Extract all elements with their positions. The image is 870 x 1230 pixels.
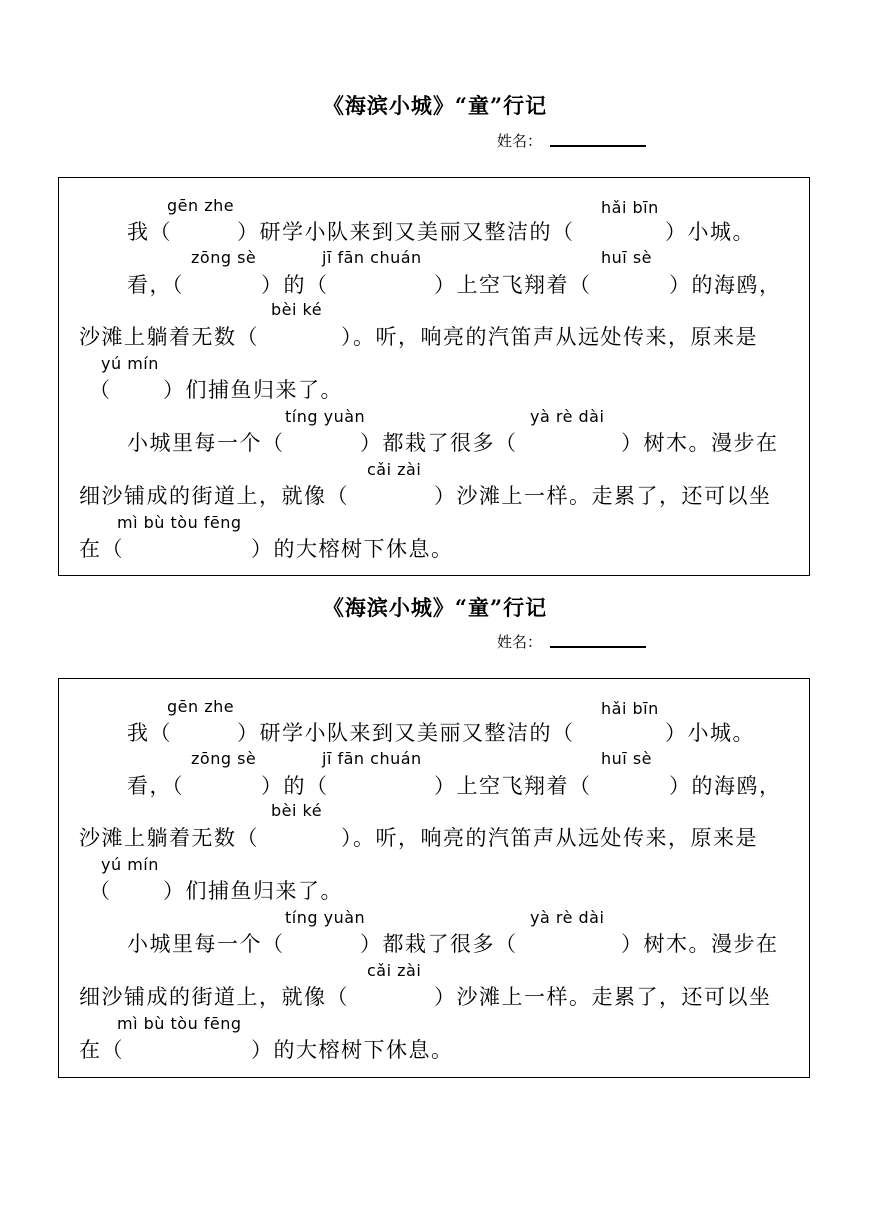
sentence-text: 我（ (127, 220, 172, 244)
pinyin-hint: zōng sè (191, 248, 257, 267)
pinyin-hint: gēn zhe (167, 697, 235, 716)
sentence-text: ）都栽了很多（ (360, 932, 518, 956)
sentence-text: ）小城。 (665, 220, 755, 244)
sentence-text: ）研学小队来到又美丽又整洁的（ (237, 721, 575, 745)
sentence-text: ）研学小队来到又美丽又整洁的（ (237, 220, 575, 244)
sentence-text: 小城里每一个（ (127, 431, 285, 455)
pinyin-hint: huī sè (601, 248, 652, 267)
pinyin-hint: mì bù tòu fēng (117, 513, 242, 532)
sentence-text: ）的海鸥， (669, 774, 782, 798)
sentence-text: 我（ (127, 721, 172, 745)
worksheet-title: 《海滨小城》“童”行记 (322, 93, 548, 118)
name-field-line[interactable] (550, 646, 646, 648)
pinyin-hint: huī sè (601, 749, 652, 768)
exercise-box (58, 177, 810, 576)
pinyin-hint: tíng yuàn (285, 908, 366, 927)
pinyin-hint: mì bù tòu fēng (117, 1014, 242, 1033)
sentence-text: ）们捕鱼归来了。 (163, 879, 343, 903)
sentence-text: 细沙铺成的街道上，就像（ (79, 484, 349, 508)
sentence-text: ）的大榕树下休息。 (251, 537, 454, 561)
sentence-text: ）树木。漫步在 (621, 932, 779, 956)
pinyin-hint: bèi ké (271, 801, 323, 820)
pinyin-hint: hǎi bīn (601, 699, 659, 718)
sentence-text: （ (89, 879, 112, 903)
sentence-text: ）上空飞翔着（ (434, 774, 592, 798)
pinyin-hint: gēn zhe (167, 196, 235, 215)
sentence-text: 沙滩上躺着无数（ (79, 325, 259, 349)
sentence-text: 细沙铺成的街道上，就像（ (79, 985, 349, 1009)
pinyin-hint: zōng sè (191, 749, 257, 768)
sentence-text: 沙滩上躺着无数（ (79, 826, 259, 850)
pinyin-hint: cǎi zài (367, 460, 422, 479)
sentence-text: ）树木。漫步在 (621, 431, 779, 455)
exercise-box (58, 678, 810, 1078)
pinyin-hint: bèi ké (271, 300, 323, 319)
pinyin-hint: hǎi bīn (601, 198, 659, 217)
pinyin-hint: yú mín (101, 354, 159, 373)
sentence-text: 小城里每一个（ (127, 932, 285, 956)
pinyin-hint: yà rè dài (530, 908, 605, 927)
name-label: 姓名： (497, 633, 543, 651)
sentence-text: ）都栽了很多（ (360, 431, 518, 455)
sentence-text: 在（ (79, 537, 124, 561)
sentence-text: ）小城。 (665, 721, 755, 745)
worksheet-title: 《海滨小城》“童”行记 (322, 595, 548, 620)
pinyin-hint: jī fān chuán (322, 248, 422, 267)
sentence-text: ）。听，响亮的汽笛声从远处传来，原来是 (341, 826, 758, 850)
pinyin-hint: yú mín (101, 855, 159, 874)
sentence-text: ）沙滩上一样。走累了，还可以坐 (434, 985, 772, 1009)
sentence-text: ）的海鸥， (669, 273, 782, 297)
sentence-text: ）的（ (261, 273, 329, 297)
sentence-text: ）。听，响亮的汽笛声从远处传来，原来是 (341, 325, 758, 349)
sentence-text: 在（ (79, 1038, 124, 1062)
name-field-line[interactable] (550, 145, 646, 147)
pinyin-hint: cǎi zài (367, 961, 422, 980)
pinyin-hint: jī fān chuán (322, 749, 422, 768)
pinyin-hint: tíng yuàn (285, 407, 366, 426)
sentence-text: ）沙滩上一样。走累了，还可以坐 (434, 484, 772, 508)
sentence-text: 看，（ (127, 273, 184, 297)
sentence-text: ）上空飞翔着（ (434, 273, 592, 297)
pinyin-hint: yà rè dài (530, 407, 605, 426)
sentence-text: 看，（ (127, 774, 184, 798)
name-label: 姓名： (497, 132, 543, 150)
sentence-text: （ (89, 378, 112, 402)
sentence-text: ）们捕鱼归来了。 (163, 378, 343, 402)
sentence-text: ）的大榕树下休息。 (251, 1038, 454, 1062)
sentence-text: ）的（ (261, 774, 329, 798)
